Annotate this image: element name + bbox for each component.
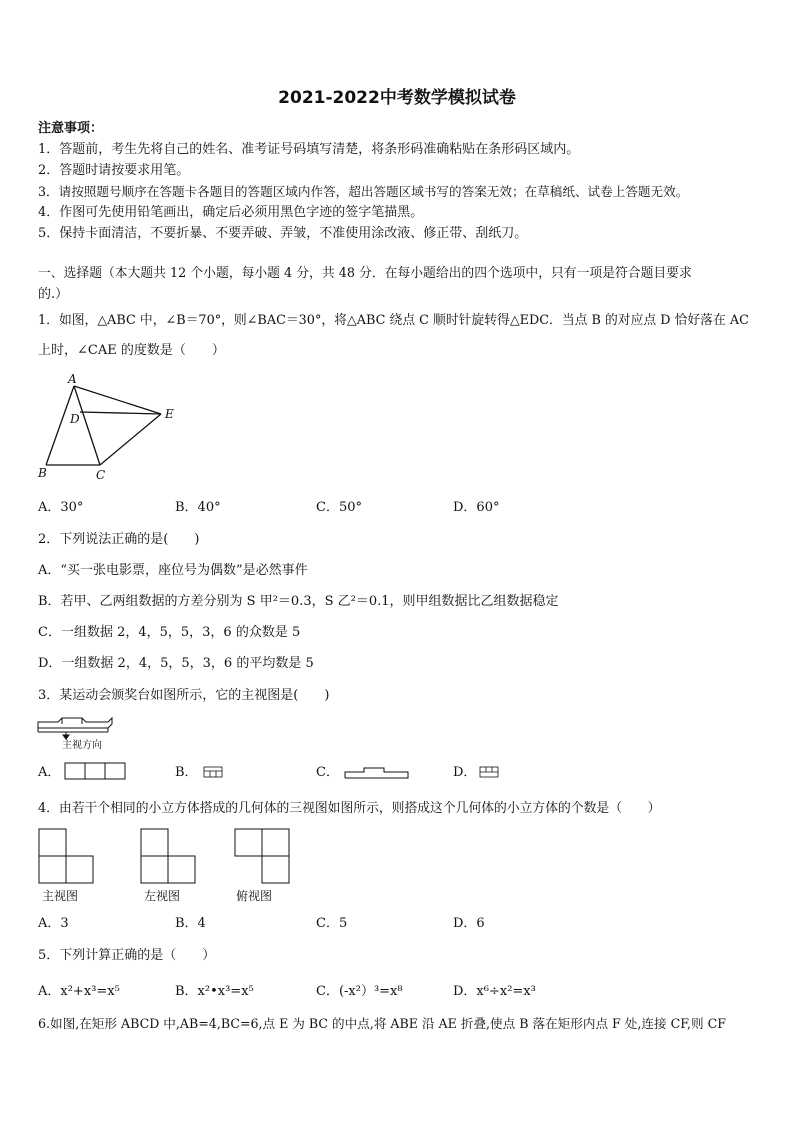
q3-option-b-drawing <box>203 766 223 778</box>
q4-option-b: B．4 <box>175 916 206 931</box>
q4-front-view <box>38 828 94 884</box>
q5-option-d: D．x⁶÷x²=x³ <box>453 984 536 999</box>
q1-option-b: B．40° <box>175 500 221 515</box>
q6-stem-line1: 6.如图,在矩形 ABCD 中,AB=4,BC=6,点 E 为 BC 的中点,将 ABE 沿 AE 折叠,使点 B 落在矩形内点 F 处,连接 CF,则 CF <box>38 1016 726 1031</box>
q1-option-d: D．60° <box>453 500 500 515</box>
q2-option-c: C．一组数据 2，4，5，5，3，6 的众数是 5 <box>38 625 301 640</box>
q3-view-direction-label: 主视方向 <box>62 740 102 751</box>
q4-top-view-label: 俯视图 <box>236 889 273 903</box>
notice-item: 2．答题时请按要求用笔。 <box>38 163 190 178</box>
q4-top-view <box>234 828 290 884</box>
q5-option-a: A．x²+x³=x⁵ <box>38 984 120 999</box>
point-label-d: D <box>70 412 80 426</box>
q4-left-view-label: 左视图 <box>144 889 181 903</box>
section-heading-line1: 一、选择题（本大题共 12 个小题，每小题 4 分，共 48 分．在每小题给出的四个选项中，只有一项是符合题目要求 <box>38 266 692 281</box>
q3-option-b: B． <box>175 765 198 780</box>
q3-option-a: A． <box>38 765 61 780</box>
q3-option-a-drawing <box>64 762 126 780</box>
q1-option-a: A．30° <box>38 500 84 515</box>
point-label-c: C <box>96 468 106 482</box>
q1-triangle-figure <box>36 370 186 485</box>
q4-option-c: C．5 <box>316 916 348 931</box>
q3-option-c: C． <box>316 765 339 780</box>
point-label-a: A <box>68 372 77 386</box>
section-heading-line2: 的.） <box>38 287 69 302</box>
notice-item: 1．答题前，考生先将自己的姓名、准考证号码填写清楚，将条形码准确粘贴在条形码区域内。 <box>38 142 580 157</box>
q3-option-c-drawing <box>344 763 410 779</box>
notice-item: 3．请按照题号顺序在答题卡各题目的答题区域内作答，超出答题区域书写的答案无效；在草稿纸、试卷上答题无效。 <box>38 184 689 199</box>
point-label-e: E <box>165 407 174 421</box>
q2-option-b: B．若甲、乙两组数据的方差分别为 S 甲²＝0.3，S 乙²＝0.1，则甲组数据比乙组数据稳定 <box>38 594 559 609</box>
q3-option-d: D． <box>453 765 477 780</box>
notice-heading: 注意事项： <box>38 121 104 136</box>
q5-stem: 5．下列计算正确的是（ ） <box>38 948 216 963</box>
q1-stem-line2: 上时，∠CAE 的度数是（ ） <box>38 343 225 358</box>
point-label-b: B <box>38 466 47 480</box>
q3-stem: 3．某运动会颁奖台如图所示，它的主视图是( ) <box>38 688 330 703</box>
q1-option-c: C．50° <box>316 500 362 515</box>
page-title: 2021-2022中考数学模拟试卷 <box>278 88 516 108</box>
notice-item: 4．作图可先使用铅笔画出，确定后必须用黑色字迹的签字笔描黑。 <box>38 205 424 220</box>
segment-de <box>80 412 161 414</box>
segment-ae <box>74 386 161 414</box>
q4-option-a: A．3 <box>38 916 69 931</box>
q5-option-c: C．(-x²）³=x⁸ <box>316 984 403 999</box>
q2-stem: 2．下列说法正确的是( ) <box>38 532 200 547</box>
notice-item: 5．保持卡面清洁，不要折暴、不要弄破、弄皱，不准使用涂改液、修正带、刮纸刀。 <box>38 226 528 241</box>
q2-option-d: D．一组数据 2，4，5，5，3，6 的平均数是 5 <box>38 656 314 671</box>
segment-ce <box>100 414 161 465</box>
q1-stem-line1: 1．如图，△ABC 中，∠B＝70°，则∠BAC＝30°，将△ABC 绕点 C 顺时针旋转得△EDC．当点 B 的对应点 D 恰好落在 AC <box>38 313 749 328</box>
q2-option-a: A．“买一张电影票，座位号为偶数”是必然事件 <box>38 563 308 578</box>
q4-left-view <box>140 828 196 884</box>
q5-option-b: B．x²•x³=x⁵ <box>175 984 254 999</box>
q4-stem: 4．由若干个相同的小立方体搭成的几何体的三视图如图所示，则搭成这个几何体的小立方体的个数是（ ） <box>38 801 661 816</box>
q3-option-d-drawing <box>479 766 499 778</box>
q4-option-d: D．6 <box>453 916 485 931</box>
q4-front-view-label: 主视图 <box>42 889 79 903</box>
